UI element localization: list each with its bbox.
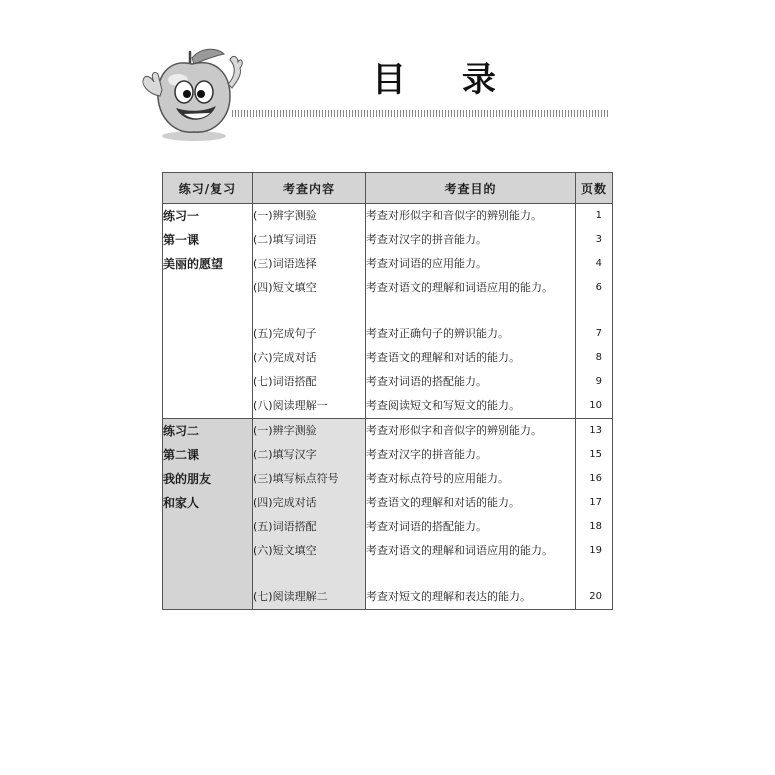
- page-number: 18: [589, 521, 602, 532]
- page-number: 15: [589, 449, 602, 460]
- content-item: (四)短文填空: [253, 281, 317, 294]
- purpose-item: 考查对正确句子的辨识能力。: [366, 327, 509, 340]
- purpose-item: 考查语文的理解和对话的能力。: [366, 496, 520, 509]
- page-number: 4: [595, 258, 602, 269]
- page-number: 17: [589, 497, 602, 508]
- lesson-cell: [163, 204, 253, 419]
- purpose-item: 考查对词语的搭配能力。: [366, 520, 487, 533]
- apple-mascot-icon: [132, 44, 244, 144]
- header-lesson: 练习/复习: [163, 173, 253, 204]
- lesson-line: 第一课: [163, 233, 200, 247]
- content-item: (四)完成对话: [253, 496, 317, 509]
- toc-section-1: [163, 204, 613, 419]
- page-cell: [576, 204, 613, 419]
- page-number: 3: [595, 234, 602, 245]
- page-cell: [576, 419, 613, 610]
- purpose-item: 考查对词语的搭配能力。: [366, 375, 487, 388]
- page-number: 13: [589, 425, 602, 436]
- content-item: (八)阅读理解一: [253, 399, 328, 412]
- header-purpose: 考查目的: [366, 173, 576, 204]
- lesson-line: 和家人: [163, 496, 200, 510]
- page-number: 16: [589, 473, 602, 484]
- purpose-item: 考查对语文的理解和词语应用的能力。: [366, 544, 553, 557]
- lesson-cell: [163, 419, 253, 610]
- lesson-line: 练习一: [163, 209, 200, 223]
- page-number: 9: [595, 376, 602, 387]
- content-cell: [253, 419, 366, 610]
- content-item: (七)阅读理解二: [253, 590, 328, 603]
- content-item: (二)填写汉字: [253, 448, 317, 461]
- content-item: (五)完成句子: [253, 327, 317, 340]
- lesson-line: 第二课: [163, 448, 200, 462]
- purpose-item: 考查对语文的理解和词语应用的能力。: [366, 281, 553, 294]
- page-number: 10: [589, 400, 602, 411]
- content-item: (三)词语选择: [253, 257, 317, 270]
- content-item: (五)词语搭配: [253, 520, 317, 533]
- header-page: 页数: [576, 173, 613, 204]
- page-number: 20: [589, 591, 602, 602]
- purpose-item: 考查对标点符号的应用能力。: [366, 472, 509, 485]
- content-item: (一)辨字测验: [253, 424, 317, 437]
- purpose-item: 考查对形似字和音似字的辨别能力。: [366, 424, 542, 437]
- page-title: 目 录: [372, 60, 518, 100]
- purpose-item: 考查阅读短文和写短文的能力。: [366, 399, 520, 412]
- title-dotted-rule: [232, 110, 608, 117]
- toc-header-row: [163, 173, 613, 204]
- lesson-line: 练习二: [163, 424, 200, 438]
- page-number: 6: [595, 282, 602, 293]
- lesson-line: 美丽的愿望: [163, 257, 224, 271]
- purpose-item: 考查对短文的理解和表达的能力。: [366, 590, 531, 603]
- content-item: (六)短文填空: [253, 544, 317, 557]
- toc-section-2: [163, 419, 613, 610]
- purpose-cell: [366, 419, 576, 610]
- toc-table: [162, 172, 613, 610]
- content-item: (二)填写词语: [253, 233, 317, 246]
- page-number: 19: [589, 545, 602, 556]
- content-cell: [253, 204, 366, 419]
- lesson-line: 我的朋友: [163, 472, 212, 486]
- header-content: 考查内容: [253, 173, 366, 204]
- purpose-item: 考查对词语的应用能力。: [366, 257, 487, 270]
- purpose-item: 考查对汉字的拼音能力。: [366, 233, 487, 246]
- purpose-item: 考查对形似字和音似字的辨别能力。: [366, 209, 542, 222]
- page-number: 7: [595, 328, 602, 339]
- page-number: 8: [595, 352, 602, 363]
- purpose-item: 考查对汉字的拼音能力。: [366, 448, 487, 461]
- purpose-cell: [366, 204, 576, 419]
- purpose-item: 考查语文的理解和对话的能力。: [366, 351, 520, 364]
- page-number: 1: [595, 210, 602, 221]
- content-item: (三)填写标点符号: [253, 472, 339, 485]
- content-item: (一)辨字测验: [253, 209, 317, 222]
- content-item: (七)词语搭配: [253, 375, 317, 388]
- content-item: (六)完成对话: [253, 351, 317, 364]
